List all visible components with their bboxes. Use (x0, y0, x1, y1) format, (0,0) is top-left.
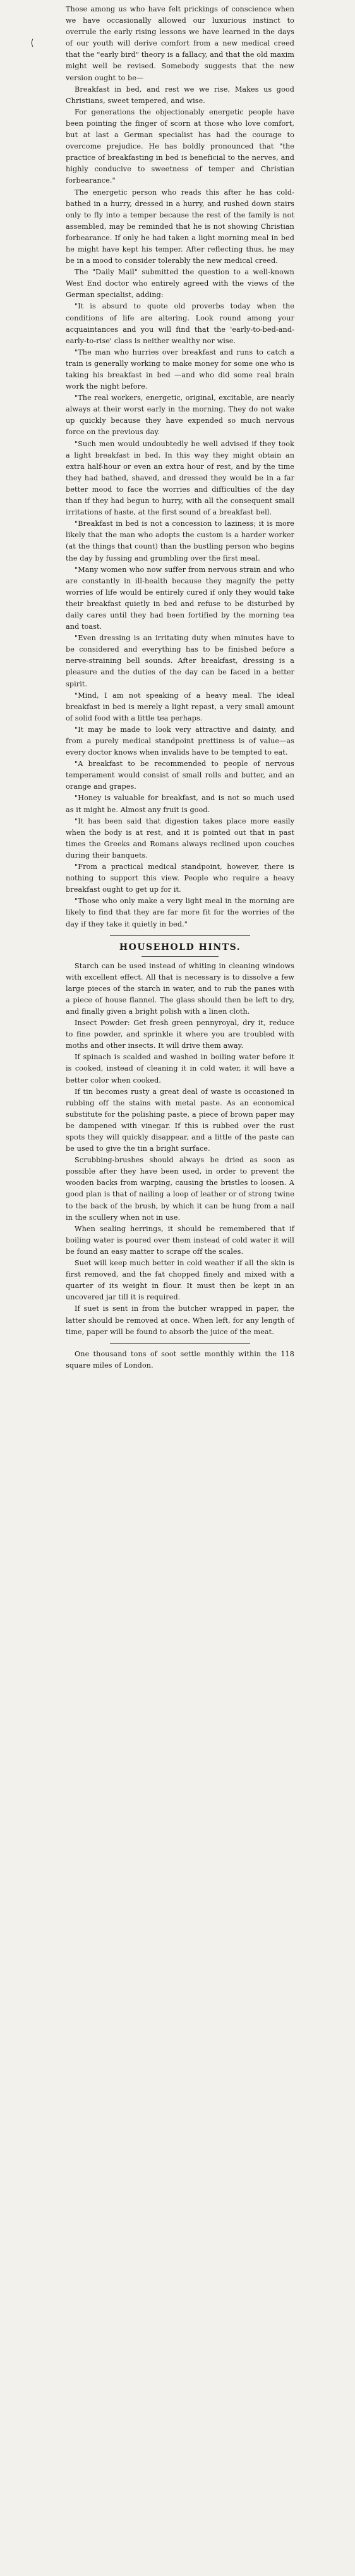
hint-paragraph: When sealing herrings, it should be remembered that if boiling water is poured over them instead of cold water it will be found an easy matter to scrape off the scales. (66, 1224, 294, 1256)
footnote-divider (110, 1343, 250, 1344)
hint-paragraph: If tin becomes rusty a great deal of waste is occasioned in rubbing off the stains with metal paste. As an economical substitute for the polishing paste, a piece of brown paper may be dampened with vinegar. If this is rubbed over the rust spots they will quickly disappear, and a little of the paste can be used to give the tin a bright surface. (66, 1087, 294, 1153)
article-quote: "Those who only make a very light meal in the morning are likely to find that they are far more fit for the worries of the day if they take it quietly in bed." (66, 897, 294, 928)
heading-underline (141, 956, 219, 957)
article-quote: "From a practical medical standpoint, however, there is nothing to support this view. People who require a heavy breakfast ought to get up for it. (66, 863, 294, 894)
footnote: One thousand tons of soot settle monthly within the 118 square miles of London. (66, 1349, 294, 1370)
hint-paragraph: If suet is sent in from the butcher wrapped in paper, the latter should be removed at once. When left, for any length of time, paper will be found to absorb the juice of the meat. (66, 1304, 294, 1336)
article-quote: "The man who hurries over breakfast and runs to catch a train is generally working to make money for some one who is taking his breakfast in bed —and who did some real brain work the night before. (66, 348, 294, 391)
section-heading: HOUSEHOLD HINTS. (119, 942, 241, 952)
hint-paragraph: Scrubbing-brushes should always be dried as soon as possible after they have been used, in order to prevent the wooden backs from warping, causing the bristles to loosen. A good plan is that of nailing a loop of leather or of strong twine to the back of the brush, by which it can be hung from a nail in the scullery when not in use. (66, 1156, 294, 1222)
article-column (66, 4, 294, 1371)
article-quote: "It is absurd to quote old proverbs today when the conditions of life are altering. Look round among your acquaintances and you will find that the 'early-to-bed-and-early-to-rise' class is neither wealthy nor wise. (66, 302, 294, 345)
article-quote: "It has been said that digestion takes place more easily when the body is at rest, and it is pointed out that in past times the Greeks and Romans always reclined upon couches during their banquets. (66, 817, 294, 860)
hint-paragraph: Insect Powder: Get fresh green pennyroyal, dry it, reduce to fine powder, and sprinkle it where you are troubled with moths and other insects. It will drive them away. (66, 1019, 294, 1050)
article-quote: "The real workers, energetic, original, excitable, are nearly always at their worst early in the morning. They do not wake up quickly because they have expended so much nervous force on the previous day. (66, 394, 294, 437)
article-paragraph: For generations the objectionably energetic people have been pointing the finger of scorn at those who love comfort, but at last a German specialist has had the courage to overcome prejudice. He has boldly pronounced that "the practice of breakfasting in bed is beneficial to the nerves, and highly conducive to sweetness of temper and Christian forbearance." (66, 107, 294, 185)
article-quote: "Honey is valuable for breakfast, and is not so much used as it might be. Almost any fruit is good. (66, 794, 294, 814)
section-divider (110, 935, 250, 936)
hint-paragraph: Starch can be used instead of whiting in cleaning windows with excellent effect. All that is necessary is to dissolve a few large pieces of the starch in water, and to rub the panes with a piece of house flannel. The glass should then be left to dry, and finally given a bright polish with a linen cloth. (66, 961, 294, 1016)
article-paragraph: Those among us who have felt prickings of conscience when we have occasionally allowed our luxurious instinct to overrule the early rising lessons we have learned in the days of our youth will derive comfort from a new medical creed that the "early bird" theory is a fallacy, and that the old maxim might well be revised. Somebody suggests that the new version ought to be— (66, 5, 294, 82)
article-quote: "Even dressing is an irritating duty when minutes have to be considered and everything has to be finished before a nerve-straining bell sounds. After breakfast, dressing is a pleasure and the duties of the day can be faced in a better spirit. (66, 634, 294, 688)
article-quote: "Breakfast in bed is not a concession to laziness; it is more likely that the man who adopts the custom is a harder worker (at the things that count) than the bustling person who begins the day by fussing and grumbling over the first meal. (66, 519, 294, 562)
article-quote: "It may be made to look very attractive and dainty, and from a purely medical standpoint prettiness is of value—as every doctor knows when invalids have to be tempted to eat. (66, 725, 294, 757)
article-quote: "Such men would undoubtedly be well advised if they took a light breakfast in bed. In this way they might obtain an extra half-hour or even an extra hour of rest, and by the time they had bathed, shaved, and dressed they would be in a far better mood to face the worries and difficulties of the day than if they had begun to hurry, with all the consequent small irritations of haste, at the first sound of a breakfast bell. (66, 439, 294, 517)
article-quote: "Many women who now suffer from nervous strain and who are constantly in ill-health because they magnify the petty worries of life would be entirely cured if only they would take their breakfast quietly in bed and refuse to be disturbed by daily cares until they had been fortified by the morning tea and toast. (66, 565, 294, 631)
article-quote: "Mind, I am not speaking of a heavy meal. The ideal breakfast in bed is merely a light repast, a very small amount of solid food with a little tea perhaps. (66, 691, 294, 722)
article-quote: "A breakfast to be recommended to people of nervous temperament would consist of small rolls and butter, and an orange and grapes. (66, 760, 294, 791)
article-paragraph: The energetic person who reads this after he has cold-bathed in a hurry, dressed in a hurry, and rushed down stairs only to fly into a temper because the rest of the family is not assembled, may be reminded that he is not showing Christian forbearance. If only he had taken a light morning meal in bed he might have kept his temper. After reflecting thus, he may be in a mood to consider tolerably the new medical creed. (66, 188, 294, 265)
margin-mark-icon: ⟨ (30, 38, 34, 48)
article-paragraph: The "Daily Mail" submitted the question to a well-known West End doctor who entirely agreed with the views of the German specialist, adding: (66, 268, 294, 300)
hint-paragraph: If spinach is scalded and washed in boiling water before it is cooked, instead of cleaning it in cold water, it will have a better color when cooked. (66, 1053, 294, 1084)
article-verse: Breakfast in bed, and rest we we rise, Makes us good Christians, sweet tempered, and wise. (66, 85, 294, 105)
hint-paragraph: Suet will keep much better in cold weather if all the skin is first removed, and the fat chopped finely and mixed with a quarter of its weight in flour. It must then be kept in an uncovered jar till it is required. (66, 1259, 294, 1302)
